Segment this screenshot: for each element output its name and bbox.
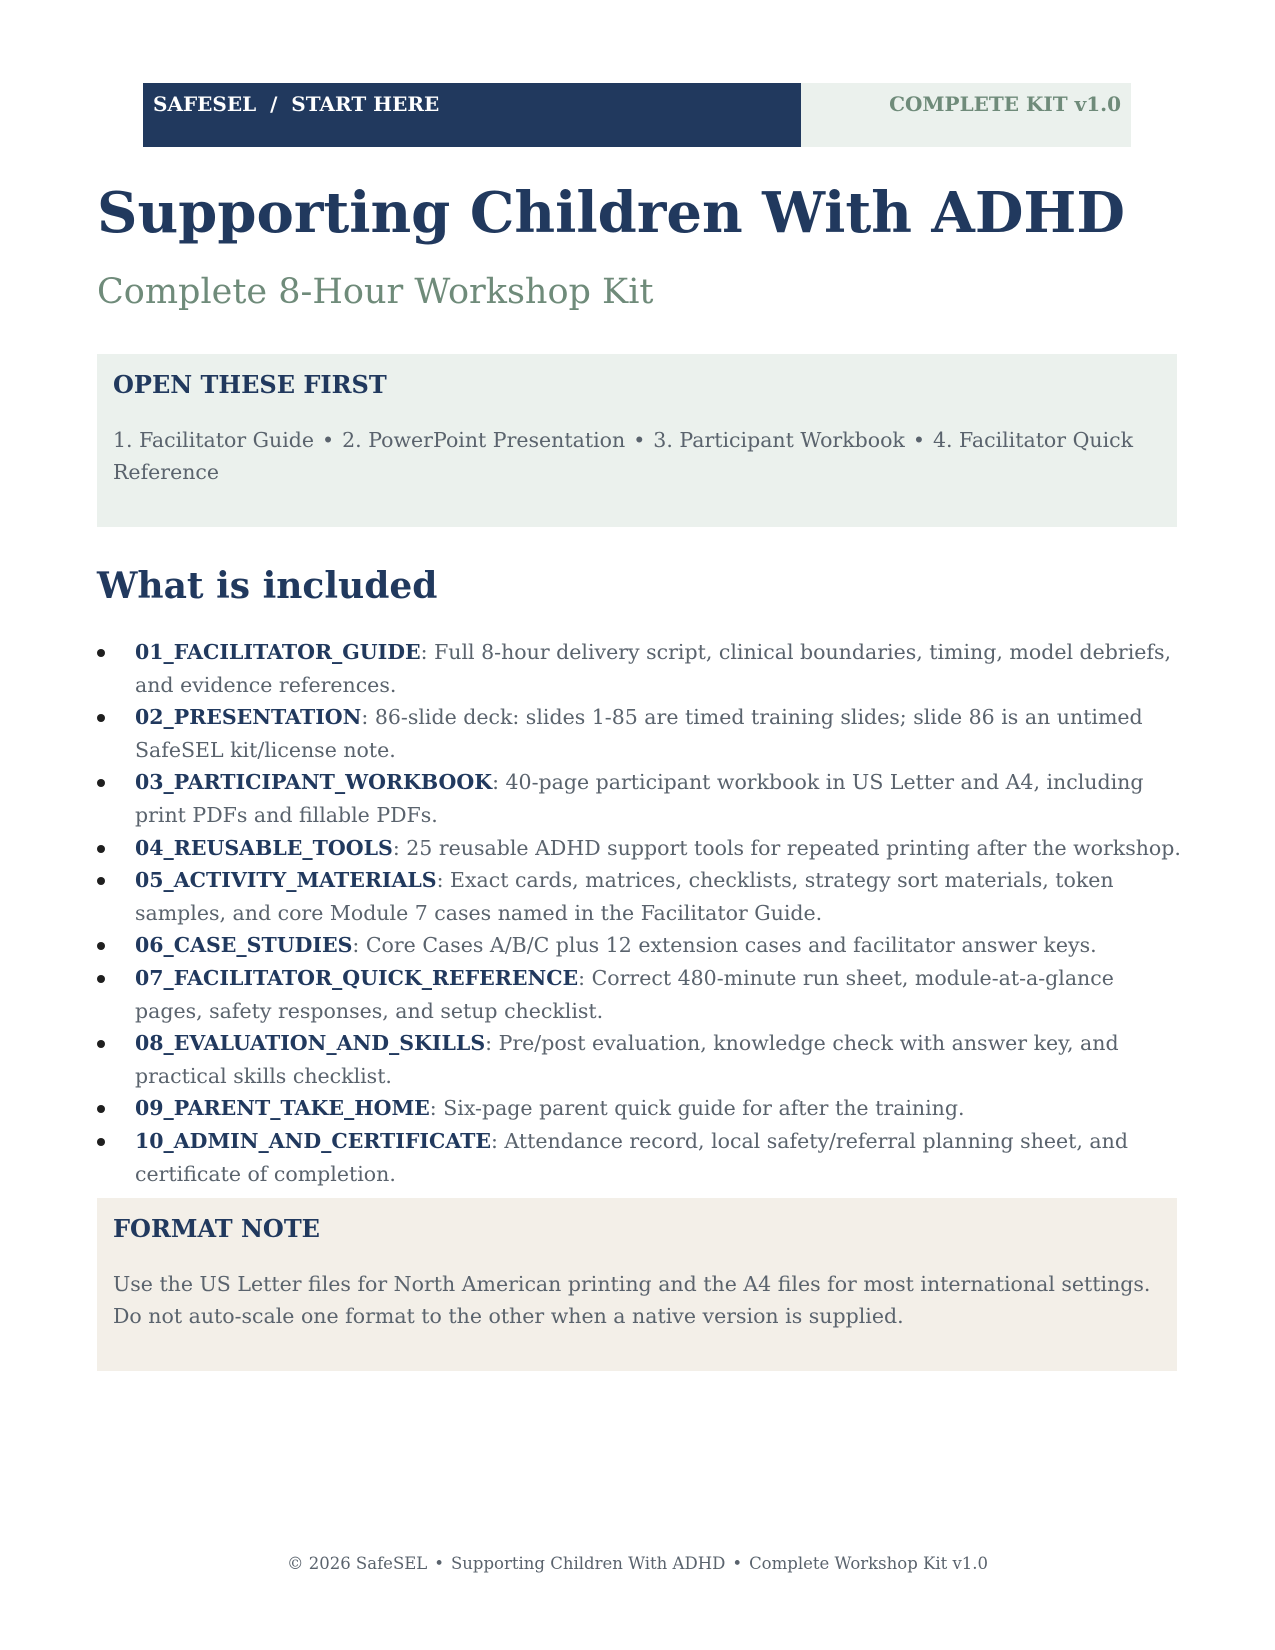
bullet-icon [97,877,105,885]
footer-course-title: Supporting Children With ADHD [451,1554,726,1573]
list-item [97,1125,1182,1190]
list-item-name: 10_ADMIN_AND_CERTIFICATE [135,1128,491,1153]
bullet-icon [97,975,105,983]
list-item [97,1092,1182,1125]
list-item [97,864,1182,929]
list-item-description: : 40-page participant workbook in US Letter and A4, including print PDFs and fillable PDFs. [135,770,1144,827]
bullet-icon [97,714,105,722]
list-item-name: 01_FACILITATOR_GUIDE [135,640,421,664]
footer-copyright: © 2026 SafeSEL [286,1554,428,1573]
header-breadcrumb: SAFESEL / START HERE [143,83,801,147]
list-item-name: 07_FACILITATOR_QUICK_REFERENCE [135,965,579,990]
list-item [97,636,1182,701]
list-item [97,701,1182,766]
open-these-first-list [113,424,1161,488]
included-list [97,636,1182,1190]
list-item-name: 05_ACTIVITY_MATERIALS [135,868,437,893]
list-item-description: : Six-page parent quick guide for after the training. [429,1096,965,1121]
separator-dot: • [322,428,335,452]
bullet-icon [97,1105,105,1113]
list-item-description: : Pre/post evaluation, knowledge check with answer key, and practical skills checklist. [135,1031,1119,1088]
bullet-icon [97,1040,105,1048]
list-item [97,1027,1182,1092]
included-heading: What is included [97,565,438,607]
bullet-icon [97,942,105,950]
open-first-item: 3. Participant Workbook [653,428,905,452]
separator-dot: • [434,1554,444,1573]
list-item [97,832,1182,865]
list-item [97,929,1182,962]
format-note-text: Use the US Letter files for North American printing and the A4 files for most international settings. Do not auto-scale one format to the other when a native version is supplied. [113,1272,1151,1328]
open-first-item: 4. Facilitator Quick Reference [113,428,1134,484]
bullet-icon [97,845,105,853]
list-item-description: : Exact cards, matrices, checklists, strategy sort materials, token samples, and core Module 7 cases named in the Facilitator Guide. [135,868,1114,925]
page-title: Supporting Children With ADHD [97,180,1125,246]
header-kit-version: COMPLETE KIT v1.0 [801,83,1131,147]
list-item-description: : 25 reusable ADHD support tools for repeated printing after the workshop. [392,835,1181,860]
list-item-description: : Correct 480-minute run sheet, module-at-a-glance pages, safety responses, and setup checklist. [135,965,1114,1023]
open-first-item: 1. Facilitator Guide [113,428,315,452]
bullet-icon [97,1138,105,1146]
list-item-name: 02_PRESENTATION [135,705,362,730]
format-note-heading: FORMAT NOTE [113,1214,320,1243]
list-item [97,962,1182,1027]
separator-dot: • [912,428,925,452]
open-these-first-box [97,354,1177,527]
footer-kit-version: Complete Workshop Kit v1.0 [749,1554,989,1573]
separator-dot: • [633,428,646,452]
list-item-name: 04_REUSABLE_TOOLS [135,835,393,860]
separator-dot: • [732,1554,743,1573]
open-first-item: 2. PowerPoint Presentation [342,428,626,452]
page-footer [0,1553,1275,1575]
list-item-description: : 86-slide deck: slides 1-85 are timed training slides; slide 86 is an untimed SafeSEL kit/license note. [135,705,1143,762]
list-item-name: 06_CASE_STUDIES [135,933,353,958]
list-item-name: 09_PARENT_TAKE_HOME [135,1096,430,1121]
bullet-icon [97,649,105,657]
page-subtitle: Complete 8-Hour Workshop Kit [97,272,654,312]
list-item-description: : Attendance record, local safety/referral planning sheet, and certificate of completion. [135,1128,1128,1186]
list-item-name: 08_EVALUATION_AND_SKILLS [135,1031,486,1056]
open-these-first-heading: OPEN THESE FIRST [113,370,387,399]
bullet-icon [97,779,105,787]
header-bar [143,83,1131,147]
list-item [97,766,1182,831]
list-item-description: : Core Cases A/B/C plus 12 extension cases and facilitator answer keys. [352,933,1097,958]
list-item-name: 03_PARTICIPANT_WORKBOOK [135,770,493,795]
format-note-box [97,1198,1177,1371]
list-item-description: : Full 8-hour delivery script, clinical boundaries, timing, model debriefs, and evidence references. [135,640,1172,697]
